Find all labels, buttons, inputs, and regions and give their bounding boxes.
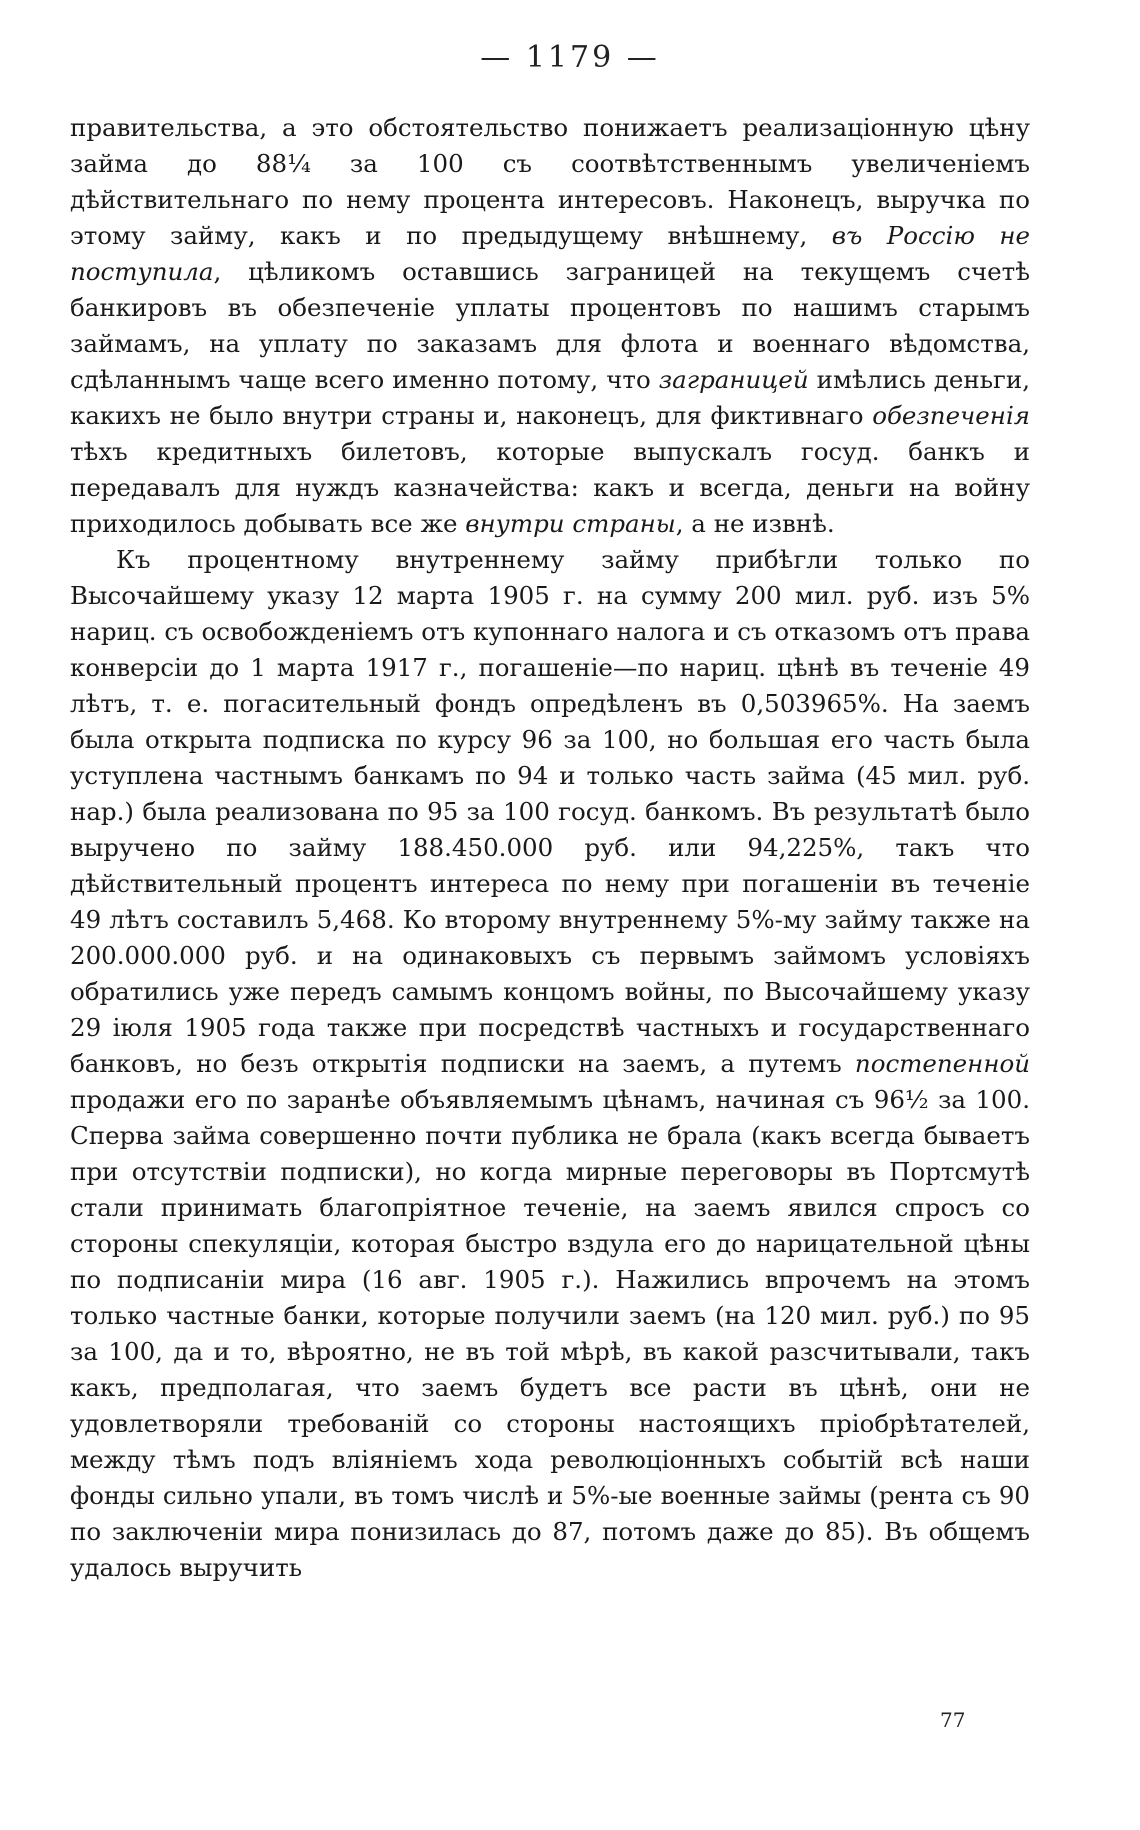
italic-run: постепенной — [854, 1049, 1030, 1078]
signature-mark: 77 — [940, 1708, 966, 1732]
italic-run: обезпеченія — [872, 401, 1030, 430]
italic-run: заграницей — [658, 365, 809, 394]
paragraph-1 — [70, 110, 1030, 542]
text-run: продажи его по заранѣе объявляемымъ цѣнамъ, начиная съ 96½ за 100. Сперва займа совершенно почти публика не брала (какъ всегда бываетъ при отсутствіи подписки), но когда мирные переговоры въ Портсмутѣ стали принимать благопріятное теченіе, на заемъ явился спросъ со стороны спекуляціи, которая быстро вздула его до нарицательной цѣны по подписаніи мира (16 авг. 1905 г.). Нажились впрочемъ на этомъ только частные банки, которые получили заемъ (на 120 мил. руб.) по 95 за 100, да и то, вѣроятно, не въ той мѣрѣ, въ какой разсчитывали, такъ какъ, предполагая, что заемъ будетъ все расти въ цѣнѣ, они не удовлетворяли требованій со стороны настоящихъ пріобрѣтателей, между тѣмъ подъ вліяніемъ хода революціонныхъ событій всѣ наши фонды сильно упали, въ томъ числѣ и 5%-ые военные займы (рента съ 90 по заключеніи мира понизилась до 87, потомъ даже до 85). Въ общемъ удалось выручить — [70, 1085, 1030, 1582]
body-text — [70, 110, 1030, 1586]
text-run: правительства, а это обстоятельство понижаетъ реализаціонную цѣну займа до 88¼ за 100 съ соотвѣтственнымъ увеличеніемъ дѣйствительнаго по нему процента интересовъ. Наконецъ, выручка по этому займу, какъ и по предыдущему внѣшнему, — [70, 113, 1030, 250]
text-run: , цѣликомъ оставшись заграницей на текущемъ счетѣ банкировъ въ обезпеченіе уплаты процентовъ по нашимъ старымъ займамъ, на уплату по заказамъ для флота и военнаго вѣдомства, сдѣланнымъ чаще всего именно потому, что — [70, 257, 1030, 394]
page-number-header: — 1179 — — [480, 40, 660, 75]
text-run: имѣлись деньги, какихъ не было внутри страны и, наконецъ, для фиктивнаго — [70, 365, 1030, 430]
text-run: , а не извнѣ. — [675, 509, 835, 538]
paragraph-2 — [70, 542, 1030, 1586]
text-run: тѣхъ кредитныхъ билетовъ, которые выпускалъ госуд. банкъ и передавалъ для нуждъ казначейства: какъ и всегда, деньги на войну приходилось добывать все же — [70, 437, 1030, 538]
italic-run: въ Россію не поступила — [70, 221, 1030, 286]
italic-run: внутри страны — [465, 509, 676, 538]
text-run: Къ процентному внутреннему займу прибѣгли только по Высочайшему указу 12 марта 1905 г. на сумму 200 мил. руб. изъ 5% нариц. съ освобожденіемъ отъ купоннаго налога и съ отказомъ отъ права конверсіи до 1 марта 1917 г., погашеніе—по нариц. цѣнѣ въ теченіе 49 лѣтъ, т. е. погасительный фондъ опредѣленъ въ 0,503965%. На заемъ была открыта подписка по курсу 96 за 100, но большая его часть была уступлена частнымъ банкамъ по 94 и только часть займа (45 мил. руб. нар.) была реализована по 95 за 100 госуд. банкомъ. Въ результатѣ было выручено по займу 188.450.000 руб. или 94,225%, такъ что дѣйствительный процентъ интереса по нему при погашеніи въ теченіе 49 лѣтъ составилъ 5,468. Ко второму внутреннему 5%-му займу также на 200.000.000 руб. и на одинаковыхъ съ первымъ займомъ условіяхъ обратились уже передъ самымъ концомъ войны, по Высочайшему указу 29 іюля 1905 года также при посредствѣ частныхъ и государственнаго банковъ, но безъ открытія подписки на заемъ, а путемъ — [70, 545, 1030, 1078]
